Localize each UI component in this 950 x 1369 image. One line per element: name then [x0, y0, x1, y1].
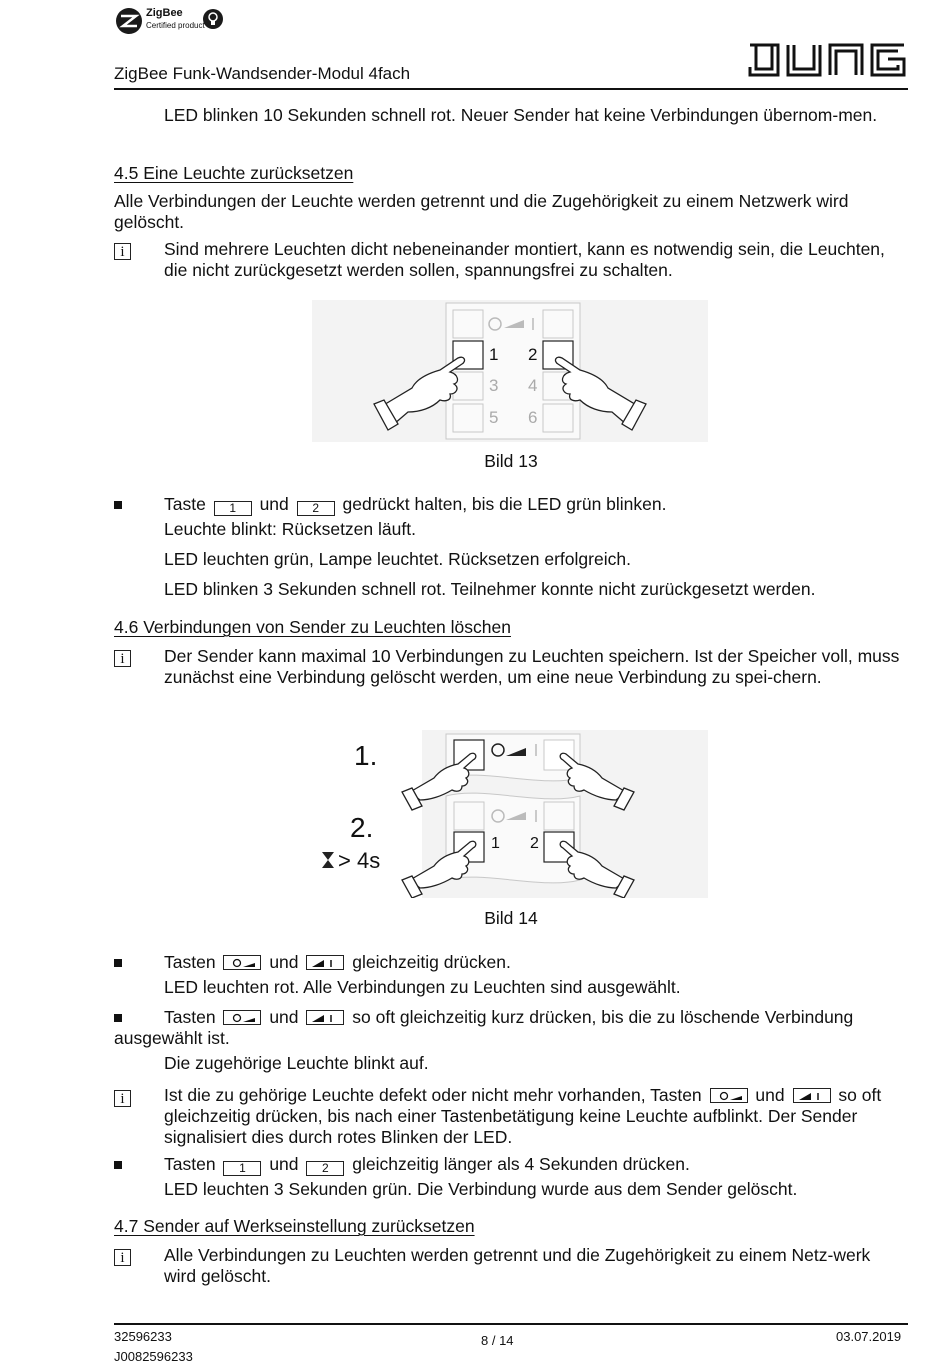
b3-mid: und [269, 1154, 299, 1174]
bullet [114, 959, 122, 967]
figure-14 [312, 730, 708, 898]
section-4-5-step [164, 494, 904, 516]
fig13-num-5: 5 [489, 408, 499, 427]
figure-13-drawing [312, 300, 708, 442]
key-1-icon: 1 [214, 501, 252, 516]
fig13-num-1: 1 [489, 345, 499, 364]
section-4-6-bullet-3 [164, 1154, 904, 1176]
step-text-post: gedrückt halten, bis die LED grün blinken. [342, 494, 667, 514]
on-dim-key-icon [793, 1088, 831, 1103]
section-4-6-bullet-2-result: Die zugehörige Leuchte blinkt auf. [164, 1053, 429, 1073]
off-dim-key-icon [223, 955, 261, 970]
info-icon: i [114, 650, 131, 667]
section-4-5-title: 4.5 Eine Leuchte zurücksetzen [114, 163, 354, 183]
b2-mid: und [269, 1007, 299, 1027]
result-3: LED blinken 3 Sekunden schnell rot. Teilnehmer konnte nicht zurückgesetzt werden. [164, 579, 816, 599]
info2-mid: und [755, 1085, 785, 1105]
result-1: Leuchte blinkt: Rücksetzen läuft. [164, 519, 416, 539]
section-4-7-info: Alle Verbindungen zu Leuchten werden getrennt und die Zugehörigkeit zu einem Netz-werk wird gelöscht. [164, 1245, 871, 1286]
bullet [114, 1161, 122, 1169]
figure-13-caption: Bild 13 [484, 451, 538, 471]
fig14-num-1: 1 [491, 835, 500, 852]
fig13-num-6: 6 [528, 408, 538, 427]
section-4-6-title: 4.6 Verbindungen von Sender zu Leuchten löschen [114, 617, 511, 637]
fig14-timer: > 4s [338, 848, 381, 873]
hourglass-icon [322, 852, 334, 868]
fig13-num-4: 4 [528, 376, 538, 395]
footer-page-number: 8 / 14 [481, 1333, 514, 1348]
section-4-6-info: Der Sender kann maximal 10 Verbindungen zu Leuchten speichern. Ist der Speicher voll, muss zunächst eine Verbindung gelöscht werden, um eine neue Verbindung zu spei-chern. [164, 646, 900, 687]
document-title: ZigBee Funk-Wandsender-Modul 4fach [114, 64, 411, 83]
on-dim-key-icon [306, 955, 344, 970]
b3-pre: Tasten [164, 1154, 216, 1174]
b1-pre: Tasten [164, 952, 216, 972]
fig13-num-2: 2 [528, 345, 538, 364]
zigbee-brand: ZigBee [146, 7, 183, 19]
section-4-7-title: 4.7 Sender auf Werkseinstellung zurücksetzen [114, 1216, 475, 1236]
b2-pre: Tasten [164, 1007, 216, 1027]
zigbee-sub: Certified product [146, 21, 205, 30]
key-2-icon: 2 [306, 1161, 344, 1176]
fig13-num-3: 3 [489, 376, 499, 395]
jung-logo [748, 41, 908, 81]
footer-doc-id: J0082596233 [114, 1349, 193, 1364]
on-dim-key-icon [306, 1010, 344, 1025]
section-4-5-info: Sind mehrere Leuchten dicht nebeneinander montiert, kann es notwendig sein, die Leuchten, die nicht zurückgesetzt werden sollen, spannungsfrei zu schalten. [164, 239, 885, 280]
b1-post: gleichzeitig drücken. [352, 952, 511, 972]
fig14-step-2: 2. [350, 812, 374, 843]
off-dim-key-icon [223, 1010, 261, 1025]
step-text-mid: und [259, 494, 289, 514]
figure-13 [312, 300, 708, 442]
footer-rule [114, 1323, 908, 1325]
section-4-6-info-2 [164, 1085, 904, 1148]
section-4-5-paragraph: Alle Verbindungen der Leuchte werden getrennt und die Zugehörigkeit zu einem Netzwerk wird gelöscht. [114, 191, 849, 232]
header-rule [114, 88, 908, 90]
section-4-6-bullet-1-result: LED leuchten rot. Alle Verbindungen zu Leuchten sind ausgewählt. [164, 977, 681, 997]
section-4-6-bullet-3-result: LED leuchten 3 Sekunden grün. Die Verbindung wurde aus dem Sender gelöscht. [164, 1179, 798, 1199]
b1-mid: und [269, 952, 299, 972]
bullet [114, 501, 122, 509]
jung-logo-icon [748, 41, 908, 81]
info-icon: i [114, 1090, 131, 1107]
step-text-pre: Taste [164, 494, 206, 514]
section-4-6-bullet-2 [114, 1007, 904, 1049]
b2-post: so oft gleichzeitig kurz drücken, bis die zu löschende Verbindung ausgewählt ist. [114, 1007, 854, 1048]
fig14-num-2: 2 [530, 835, 539, 852]
footer-doc-number: 32596233 [114, 1329, 172, 1344]
info2-pre: Ist die zu gehörige Leuchte defekt oder nicht mehr vorhanden, Tasten [164, 1085, 702, 1105]
b3-post: gleichzeitig länger als 4 Sekunden drücken. [352, 1154, 690, 1174]
info-icon: i [114, 243, 131, 260]
off-dim-key-icon [710, 1088, 748, 1103]
footer-date: 03.07.2019 [836, 1329, 902, 1344]
figure-14-caption: Bild 14 [484, 908, 538, 928]
fig14-step-1: 1. [354, 740, 378, 771]
intro-text: LED blinken 10 Sekunden schnell rot. Neuer Sender hat keine Verbindungen übernom-men. [164, 105, 878, 125]
info2-post: so oft gleichzeitig drücken, bis nach einer Tastenbetätigung keine Leuchte aufblinkt. Der Sender signalisiert dies durch rotes Blinken der LED. [164, 1085, 882, 1147]
light-bulb-icon [202, 8, 224, 32]
section-4-6-bullet-1 [164, 952, 904, 973]
zigbee-badge-icon [114, 6, 144, 36]
key-1-icon: 1 [223, 1161, 261, 1176]
info-icon: i [114, 1249, 131, 1266]
key-2-icon: 2 [297, 501, 335, 516]
result-2: LED leuchten grün, Lampe leuchtet. Rücksetzen erfolgreich. [164, 549, 631, 569]
zigbee-logo [114, 6, 234, 36]
